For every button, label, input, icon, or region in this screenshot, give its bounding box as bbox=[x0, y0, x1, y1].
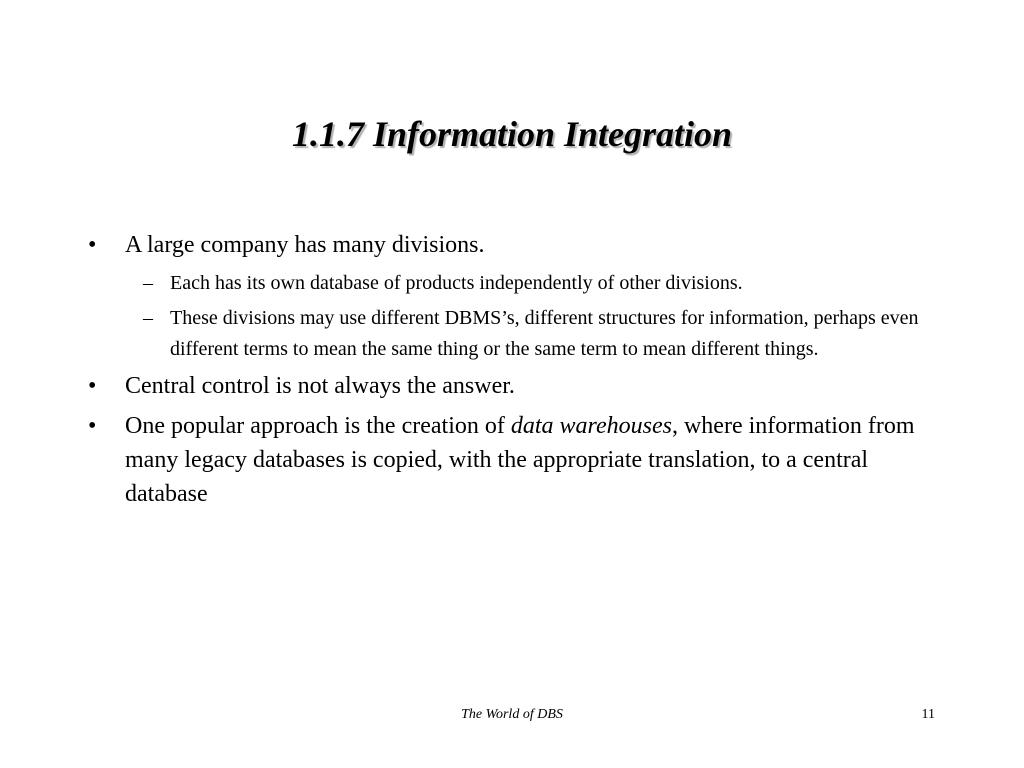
page-number: 11 bbox=[921, 707, 935, 722]
slide-body bbox=[88, 228, 928, 517]
slide-title: 1.1.7 Information Integration bbox=[291, 114, 733, 154]
dash-marker: – bbox=[143, 307, 153, 329]
emphasized-term: data warehouses bbox=[510, 413, 672, 439]
bullet-marker: • bbox=[88, 373, 97, 399]
sub-bullet-item bbox=[88, 303, 928, 365]
bullet-text-lead: One popular approach is the creation of bbox=[125, 413, 511, 439]
sub-bullet-text: These divisions may use different DBMS’s, different structures for information, perhaps even different terms to mean the same thing or the same term to mean different things. bbox=[170, 307, 919, 360]
bullet-text: A large company has many divisions. bbox=[125, 232, 485, 258]
sub-bullet-item bbox=[88, 268, 928, 299]
slide-footer: The World of DBS bbox=[461, 707, 563, 722]
sub-bullet-text: Each has its own database of products independently of other divisions. bbox=[170, 272, 743, 294]
bullet-item bbox=[88, 409, 928, 511]
sub-bullet-list bbox=[88, 268, 928, 365]
bullet-marker: • bbox=[88, 232, 97, 258]
dash-marker: – bbox=[143, 272, 153, 294]
bullet-text-rest: , where information from many legacy databases is copied, with the appropriate translation, to a central database bbox=[125, 413, 915, 507]
bullet-item bbox=[88, 369, 928, 403]
bullet-text: Central control is not always the answer. bbox=[125, 373, 515, 399]
bullet-marker: • bbox=[88, 413, 97, 439]
bullet-item bbox=[88, 228, 928, 262]
